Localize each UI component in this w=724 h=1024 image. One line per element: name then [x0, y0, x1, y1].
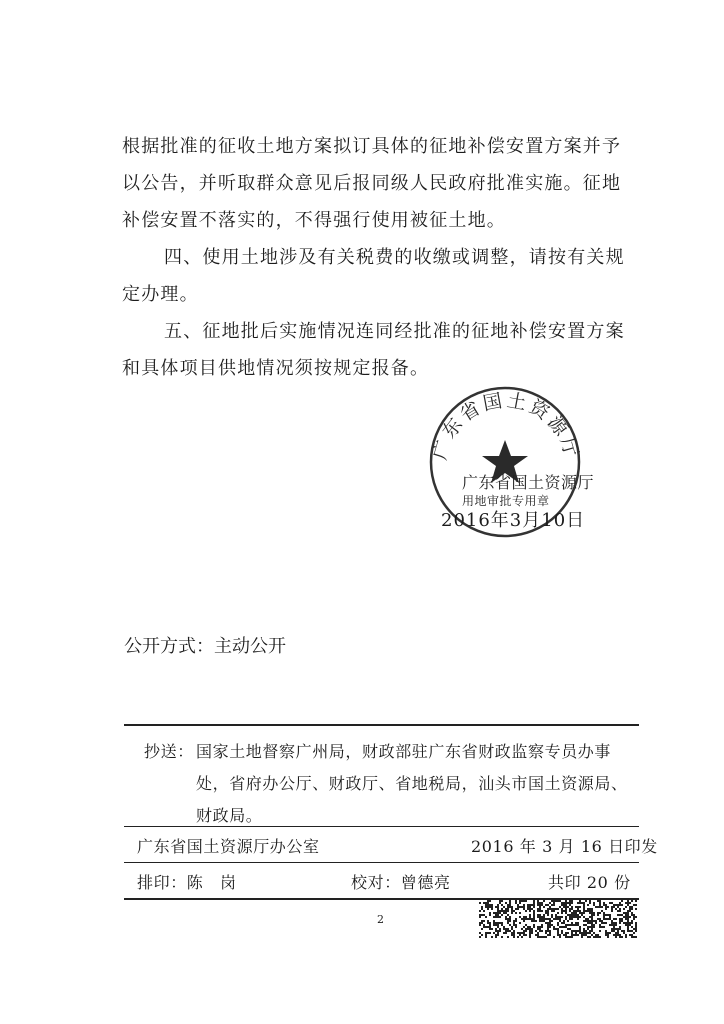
- seal-subtitle: 用地审批专用章: [462, 494, 550, 508]
- print-date: 2016 年 3 月 16 日印发: [471, 837, 658, 856]
- text-line: 五、征地批后实施情况连同经批准的征地补偿安置方案: [164, 321, 625, 342]
- disclosure-method: 公开方式：主动公开: [124, 636, 286, 657]
- text-line: 定办理。: [122, 284, 199, 305]
- copies-count: 共印 20 份: [548, 873, 631, 892]
- text-line: 和具体项目供地情况须按规定报备。: [122, 358, 430, 379]
- cc-recipients: [196, 736, 646, 832]
- seal-name: 广东省国土资源厅: [462, 473, 595, 492]
- text-line: 四、使用土地涉及有关税费的收缴或调整，请按有关规: [164, 247, 625, 268]
- seal-ring-text: 广东省国土资源厅: [428, 389, 584, 463]
- text-line: 补偿安置不落实的，不得强行使用被征土地。: [122, 210, 506, 231]
- text-line: 以公告，并听取群众意见后报同级人民政府批准实施。征地: [122, 173, 622, 194]
- page-number: 2: [377, 913, 384, 926]
- paragraph-taxes: [122, 239, 642, 313]
- cc-label: 抄送：: [144, 742, 194, 761]
- signature-date: 2016年3月10日: [441, 510, 586, 531]
- issuing-office: 广东省国土资源厅办公室: [137, 837, 320, 856]
- cc-line: 国家土地督察广州局，财政部驻广东省财政监察专员办事: [196, 742, 612, 761]
- paragraph-compensation: [122, 128, 642, 239]
- barcode-icon: [479, 900, 637, 938]
- text-line: 根据批准的征收土地方案拟订具体的征地补偿安置方案并予: [122, 136, 622, 157]
- divider: [124, 724, 639, 726]
- divider: [124, 862, 639, 863]
- typist: 排印：陈 岗: [137, 873, 237, 892]
- cc-line: 处，省府办公厅、财政厅、省地税局，汕头市国土资源局、: [196, 774, 628, 793]
- proofreader: 校对：曾德亮: [351, 873, 451, 892]
- paragraph-reporting: [122, 313, 642, 387]
- divider: [124, 826, 639, 827]
- cc-line: 财政局。: [196, 806, 263, 825]
